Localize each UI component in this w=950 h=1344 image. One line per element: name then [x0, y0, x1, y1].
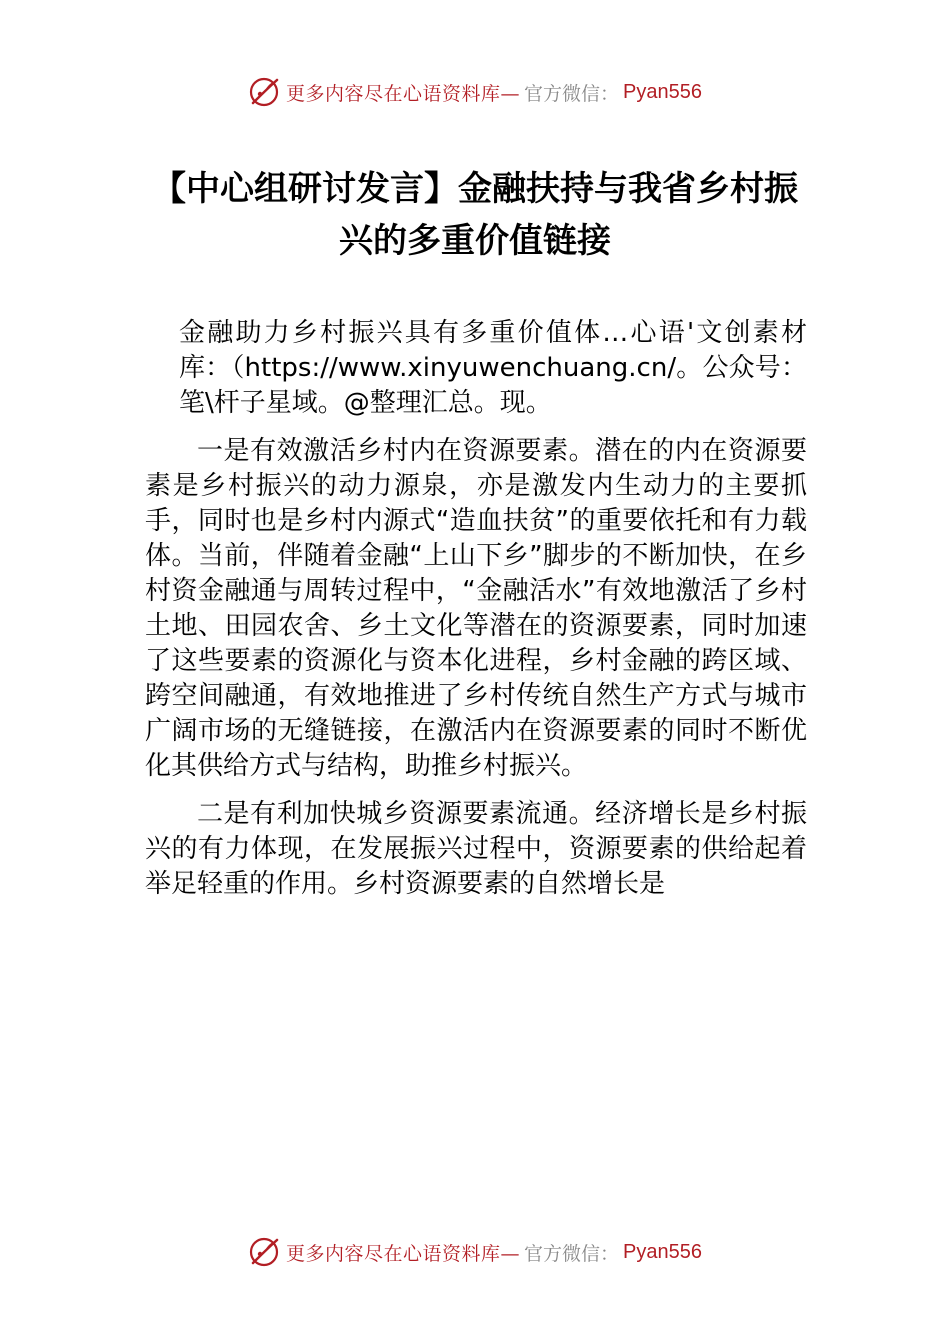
banner-wechat-label: 官方微信： — [524, 1242, 620, 1265]
header-banner — [0, 72, 950, 112]
document-title: 【中心组研讨发言】金融扶持与我省乡村振兴的多重价值链接 — [152, 169, 798, 261]
banner-text: 更多内容尽在心语资料库— — [286, 1242, 521, 1265]
quill-logo-icon — [248, 1236, 280, 1268]
banner-wechat-id: Pyan556 — [623, 1240, 702, 1263]
banner-wechat-id: Pyan556 — [623, 80, 702, 103]
paragraph-intro: 金融助力乡村振兴具有多重价值体…心语'文创素材库：（https://www.xinyuwenchuang.cn/。公众号：笔\杆子星域。@整理汇总。现。 — [179, 318, 807, 418]
footer-banner — [0, 1232, 950, 1272]
paragraph-1: 一是有效激活乡村内在资源要素。潜在的内在资源要素是乡村振兴的动力源泉，亦是激发内生动力的主要抓手，同时也是乡村内源式“造血扶贫”的重要依托和有力载体。当前，伴随着金融“上山下乡”脚步的不断加快，在乡村资金融通与周转过程中，“金融活水”有效地激活了乡村土地、田园农舍、乡土文化等潜在的资源要素，同时加速了这些要素的资源化与资本化进程，乡村金融的跨区域、跨空间融通，有效地推进了乡村传统自然生产方式与城市广阔市场的无缝链接，在激活内在资源要素的同时不断优化其供给方式与结构，助推乡村振兴。 — [145, 436, 807, 781]
document-body — [145, 316, 807, 915]
paragraph-2: 二是有利加快城乡资源要素流通。经济增长是乡村振兴的有力体现，在发展振兴过程中，资源要素的供给起着举足轻重的作用。乡村资源要素的自然增长是 — [145, 799, 807, 899]
banner-wechat-label: 官方微信： — [524, 82, 620, 105]
quill-logo-icon — [248, 76, 280, 108]
banner-text: 更多内容尽在心语资料库— — [286, 82, 521, 105]
